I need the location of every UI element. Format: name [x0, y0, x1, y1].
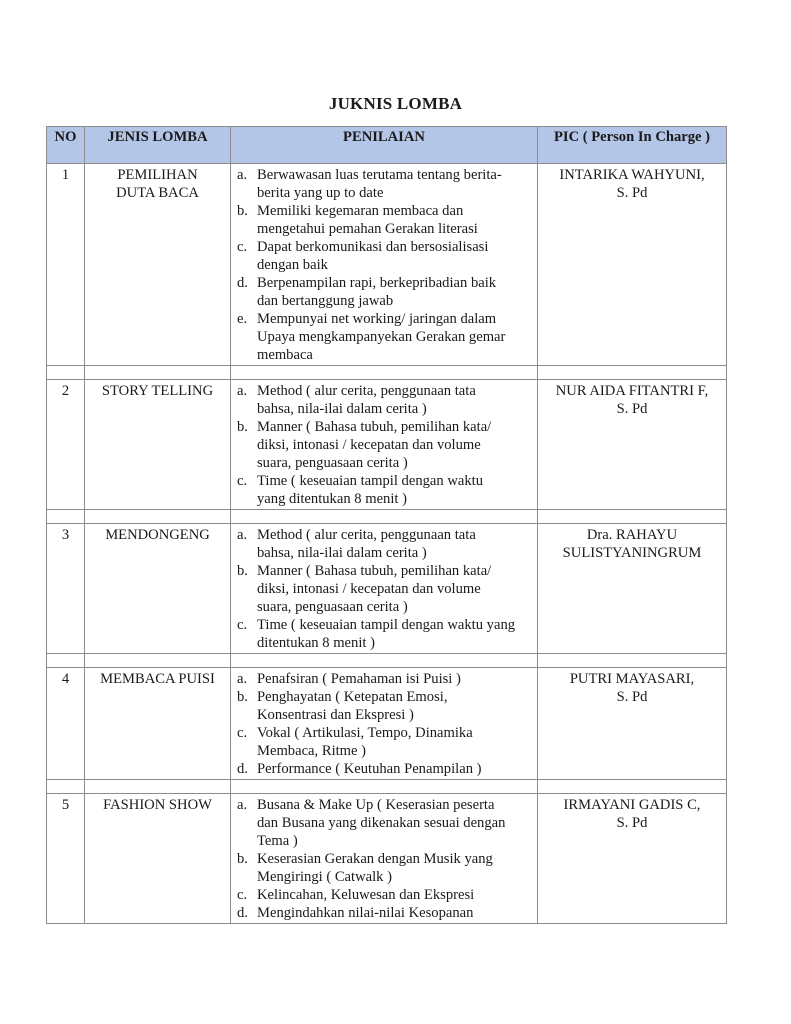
criteria-text: Dapat berkomunikasi dan bersosialisasi [257, 239, 489, 255]
criteria-text: bahsa, nila-ilai dalam cerita ) [257, 545, 427, 561]
spacer-cell [47, 510, 85, 524]
criteria-text: diksi, intonasi / kecepatan dan volume [257, 581, 481, 597]
criteria-text: Kelincahan, Keluwesan dan Ekspresi [257, 887, 475, 903]
spacer-cell [231, 510, 538, 524]
spacer-cell [47, 780, 85, 794]
spacer-cell [85, 366, 231, 380]
criteria-text: Method ( alur cerita, penggunaan tata [257, 527, 476, 543]
spacer-cell [47, 366, 85, 380]
criteria-list [234, 166, 534, 364]
criteria-marker: a. [237, 383, 248, 399]
criteria-text: Manner ( Bahasa tubuh, pemilihan kata/ [257, 563, 492, 579]
criteria-list [234, 382, 534, 508]
row-number: 1 [47, 164, 85, 366]
criteria-text: Berpenampilan rapi, berkepribadian baik [257, 275, 497, 291]
criteria-text: Berwawasan luas terutama tentang berita- [257, 167, 502, 183]
competition-name [85, 164, 231, 366]
criteria-text: Membaca, Ritme ) [257, 743, 367, 759]
spacer-row [47, 780, 727, 794]
criteria-text: bahsa, nila-ilai dalam cerita ) [257, 401, 427, 417]
criteria-item [234, 382, 534, 418]
criteria-item [234, 886, 534, 904]
criteria-text: Penghayatan ( Ketepatan Emosi, [257, 689, 448, 705]
spacer-cell [538, 780, 727, 794]
criteria-item [234, 166, 534, 202]
table-row [47, 380, 727, 510]
criteria-item [234, 418, 534, 472]
criteria-marker: a. [237, 527, 248, 543]
competition-name [85, 524, 231, 654]
spacer-cell [85, 780, 231, 794]
pic-line: SULISTYANINGRUM [562, 545, 702, 561]
table-header-row [47, 127, 727, 164]
criteria-item [234, 238, 534, 274]
table-row [47, 668, 727, 780]
criteria-marker: a. [237, 797, 248, 813]
row-number: 4 [47, 668, 85, 780]
spacer-cell [231, 780, 538, 794]
criteria-item [234, 274, 534, 310]
competition-name-line: MEMBACA PUISI [100, 671, 215, 687]
criteria-text: Busana & Make Up ( Keserasian peserta [257, 797, 495, 813]
pic-line: Dra. RAHAYU [586, 527, 678, 543]
header-no: NO [47, 127, 85, 164]
header-penilaian: PENILAIAN [231, 127, 538, 164]
spacer-cell [47, 654, 85, 668]
pic-line: S. Pd [616, 185, 648, 201]
criteria-text: Vokal ( Artikulasi, Tempo, Dinamika [257, 725, 473, 741]
criteria-text: Time ( keseuaian tampil dengan waktu [257, 473, 484, 489]
criteria-text: diksi, intonasi / kecepatan dan volume [257, 437, 481, 453]
criteria-cell [231, 380, 538, 510]
row-number: 5 [47, 794, 85, 924]
criteria-text: yang ditentukan 8 menit ) [257, 491, 407, 507]
competition-name-line: DUTA BACA [116, 185, 199, 201]
criteria-item [234, 850, 534, 886]
table-row [47, 794, 727, 924]
row-number: 3 [47, 524, 85, 654]
criteria-text: Mempunyai net working/ jaringan dalam [257, 311, 497, 327]
criteria-text: mengetahui pemahan Gerakan literasi [257, 221, 478, 237]
person-in-charge [538, 524, 727, 654]
criteria-cell [231, 668, 538, 780]
criteria-text: Tema ) [257, 833, 298, 849]
criteria-marker: b. [237, 419, 248, 435]
person-in-charge [538, 164, 727, 366]
criteria-text: Upaya mengkampanyekan Gerakan gemar [257, 329, 506, 345]
criteria-list [234, 796, 534, 922]
criteria-item [234, 472, 534, 508]
criteria-text: Manner ( Bahasa tubuh, pemilihan kata/ [257, 419, 492, 435]
criteria-text: suara, penguasaan cerita ) [257, 599, 408, 615]
criteria-marker: d. [237, 275, 248, 291]
criteria-marker: c. [237, 473, 248, 489]
criteria-text: Method ( alur cerita, penggunaan tata [257, 383, 476, 399]
pic-line: INTARIKA WAHYUNI, [559, 167, 705, 183]
criteria-item [234, 688, 534, 724]
criteria-marker: b. [237, 689, 248, 705]
criteria-item [234, 310, 534, 364]
competition-table [46, 126, 727, 924]
spacer-cell [85, 654, 231, 668]
spacer-row [47, 510, 727, 524]
table-row [47, 164, 727, 366]
criteria-marker: d. [237, 905, 248, 921]
spacer-cell [231, 654, 538, 668]
criteria-text: Mengindahkan nilai-nilai Kesopanan [257, 905, 474, 921]
competition-name-line: FASHION SHOW [103, 797, 212, 813]
table-row [47, 524, 727, 654]
criteria-text: dan Busana yang dikenakan sesuai dengan [257, 815, 506, 831]
criteria-text: dan bertanggung jawab [257, 293, 394, 309]
criteria-marker: c. [237, 725, 248, 741]
competition-name [85, 380, 231, 510]
criteria-text: Performance ( Keutuhan Penampilan ) [257, 761, 482, 777]
header-pic: PIC ( Person In Charge ) [538, 127, 727, 164]
criteria-cell [231, 164, 538, 366]
criteria-text: membaca [257, 347, 313, 363]
criteria-item [234, 670, 534, 688]
spacer-cell [231, 366, 538, 380]
row-number: 2 [47, 380, 85, 510]
criteria-marker: c. [237, 617, 248, 633]
spacer-row [47, 654, 727, 668]
criteria-marker: d. [237, 761, 248, 777]
criteria-list [234, 670, 534, 778]
person-in-charge [538, 794, 727, 924]
criteria-item [234, 760, 534, 778]
criteria-cell [231, 524, 538, 654]
document-title: JUKNIS LOMBA [328, 94, 463, 113]
competition-name [85, 794, 231, 924]
criteria-cell [231, 794, 538, 924]
competition-name [85, 668, 231, 780]
spacer-cell [538, 510, 727, 524]
criteria-text: suara, penguasaan cerita ) [257, 455, 408, 471]
criteria-list [234, 526, 534, 652]
pic-line: IRMAYANI GADIS C, [563, 797, 701, 813]
criteria-marker: b. [237, 563, 248, 579]
criteria-marker: b. [237, 851, 248, 867]
criteria-item [234, 724, 534, 760]
criteria-marker: c. [237, 887, 248, 903]
spacer-cell [538, 654, 727, 668]
criteria-text: dengan baik [257, 257, 328, 273]
criteria-text: Keserasian Gerakan dengan Musik yang [257, 851, 493, 867]
person-in-charge [538, 380, 727, 510]
criteria-text: Time ( keseuaian tampil dengan waktu yang [257, 617, 516, 633]
criteria-marker: a. [237, 671, 248, 687]
spacer-cell [538, 366, 727, 380]
person-in-charge [538, 668, 727, 780]
competition-name-line: PEMILIHAN [117, 167, 198, 183]
criteria-item [234, 526, 534, 562]
criteria-marker: b. [237, 203, 248, 219]
criteria-text: Konsentrasi dan Ekspresi ) [257, 707, 414, 723]
competition-name-line: MENDONGENG [105, 527, 210, 543]
pic-line: S. Pd [616, 401, 648, 417]
pic-line: S. Pd [616, 689, 648, 705]
criteria-item [234, 562, 534, 616]
spacer-row [47, 366, 727, 380]
criteria-text: Mengiringi ( Catwalk ) [257, 869, 392, 885]
competition-name-line: STORY TELLING [101, 383, 214, 399]
pic-line: PUTRI MAYASARI, [569, 671, 695, 687]
criteria-marker: c. [237, 239, 248, 255]
pic-line: S. Pd [616, 815, 648, 831]
pic-line: NUR AIDA FITANTRI F, [555, 383, 709, 399]
criteria-marker: e. [237, 311, 248, 327]
criteria-item [234, 904, 534, 922]
criteria-text: Memiliki kegemaran membaca dan [257, 203, 464, 219]
criteria-text: berita yang up to date [257, 185, 384, 201]
header-jenis-lomba: JENIS LOMBA [85, 127, 231, 164]
criteria-text: Penafsiran ( Pemahaman isi Puisi ) [257, 671, 461, 687]
criteria-item [234, 616, 534, 652]
spacer-cell [85, 510, 231, 524]
criteria-item [234, 796, 534, 850]
criteria-marker: a. [237, 167, 248, 183]
criteria-text: ditentukan 8 menit ) [257, 635, 375, 651]
criteria-item [234, 202, 534, 238]
